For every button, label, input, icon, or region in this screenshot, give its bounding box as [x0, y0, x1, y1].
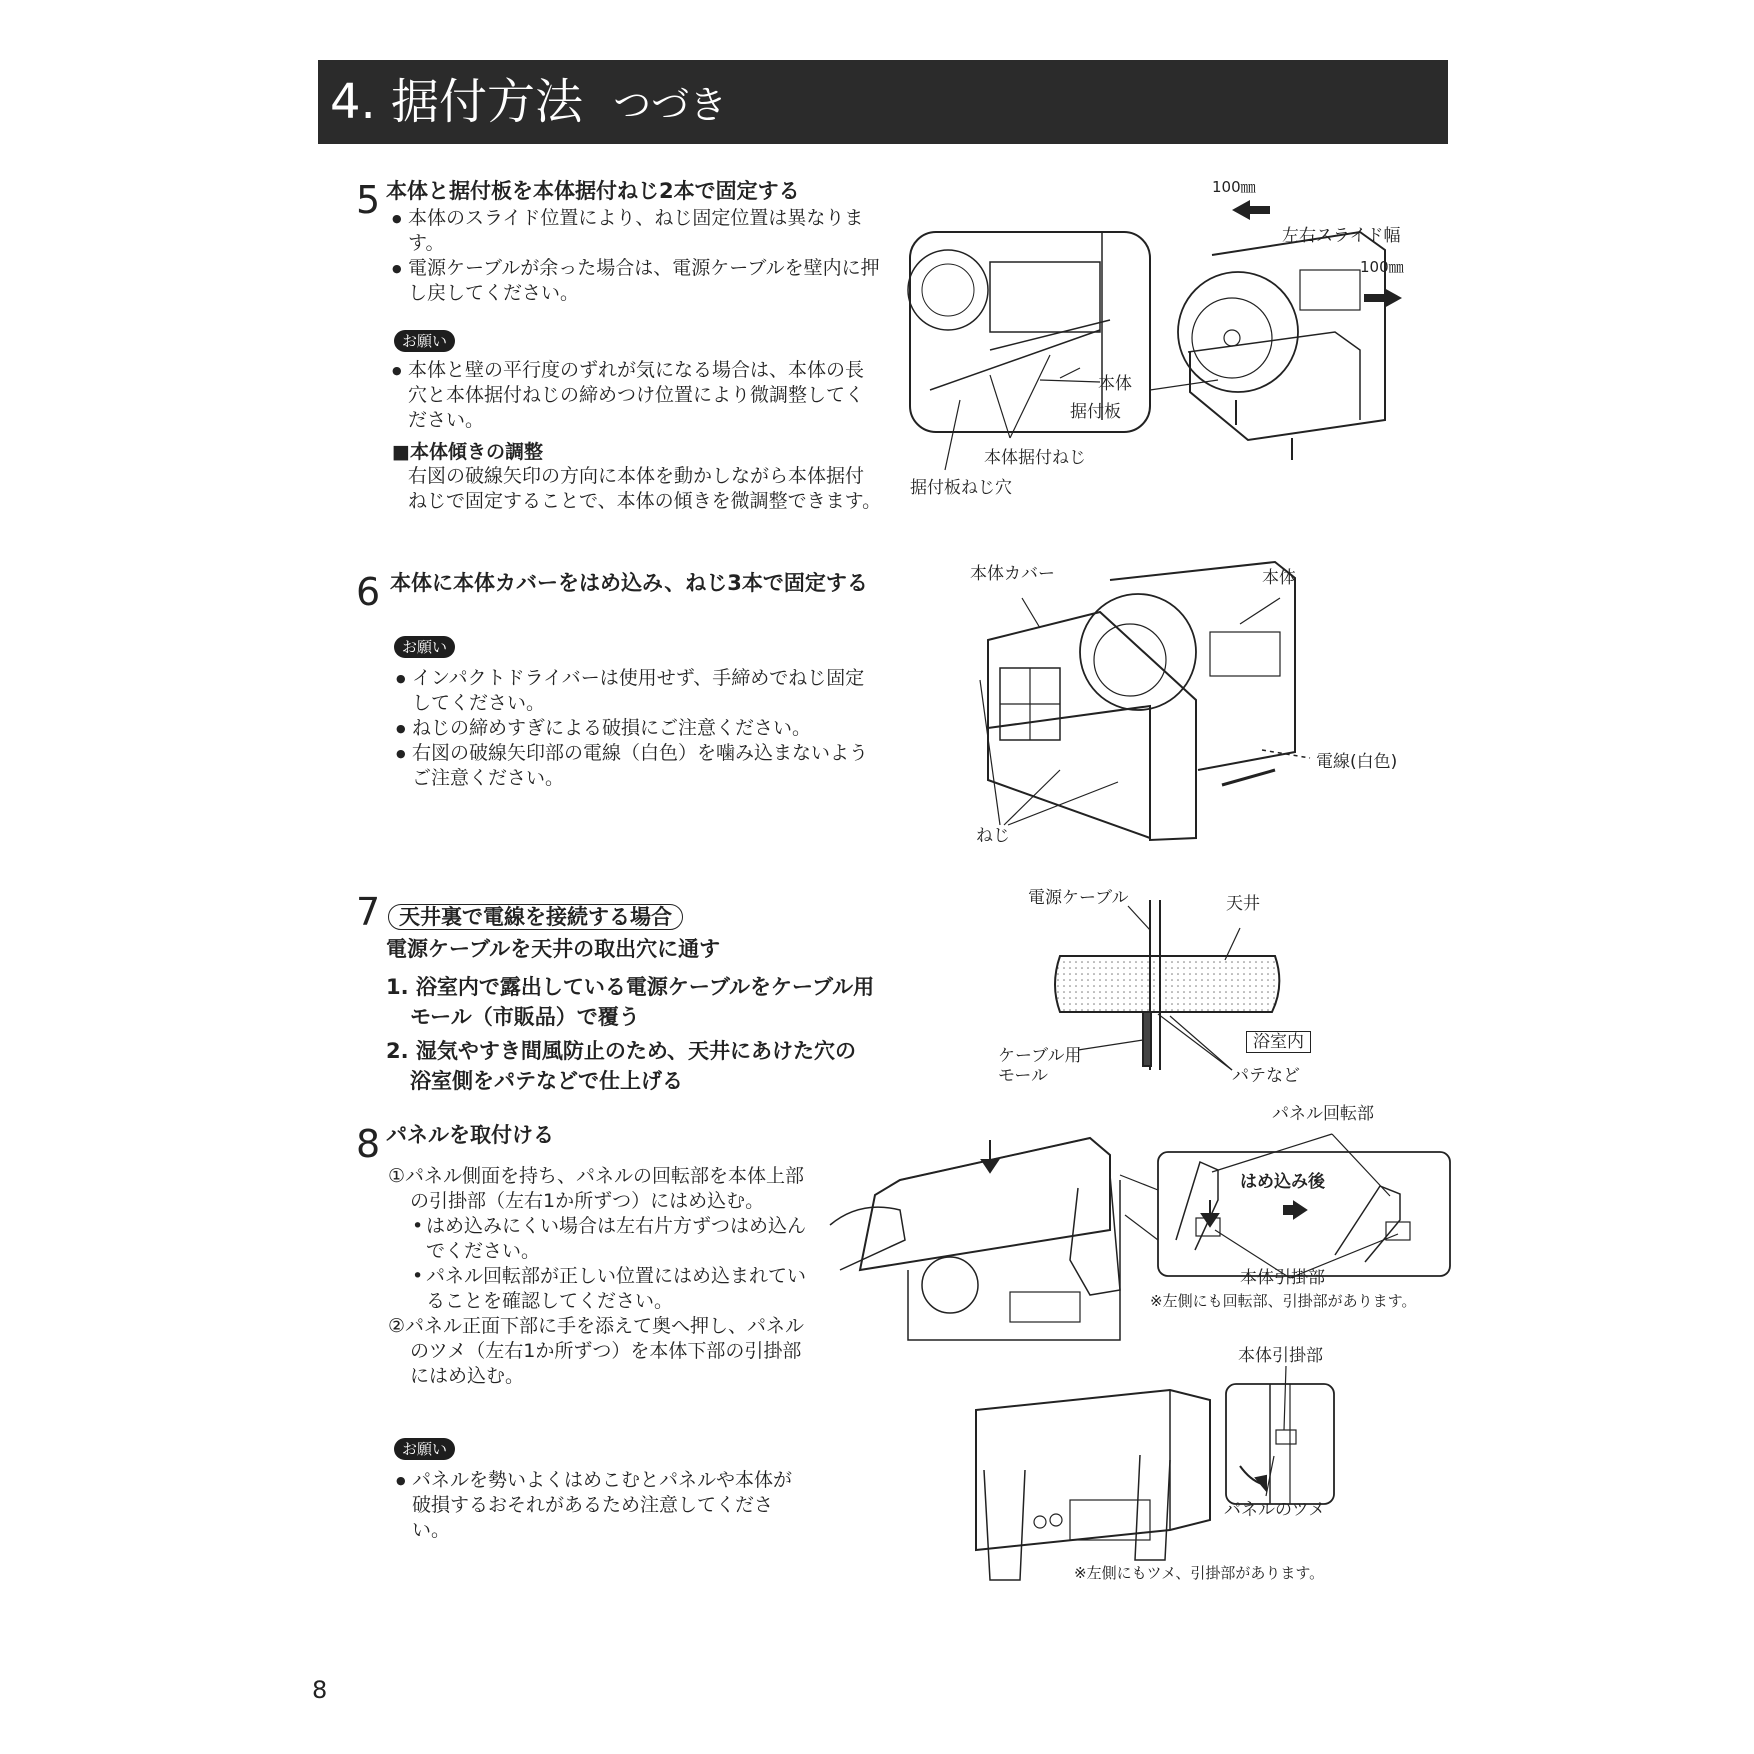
step8-p2: ②パネル正面下部に手を添えて奥へ押し、パネルのツメ（左右1か所ずつ）を本体下部の引掛部にはめ込む。 [388, 1315, 805, 1387]
screw-label: ねじ [976, 826, 1010, 846]
hole-label: 据付板ねじ穴 [910, 478, 1012, 498]
slide-left-label: 100㎜ [1212, 178, 1256, 196]
mold-label-1: ケーブル用 [998, 1046, 1082, 1066]
step6-bullet: ● インパクトドライバーは使用せず、手締めでねじ固定してください。 [396, 666, 882, 716]
wire-label: 電線(白色) [1316, 752, 1398, 772]
step6-bullet: ● 右図の破線矢印部の電線（白色）を噛み込まないようご注意ください。 [396, 741, 882, 791]
step7-title: 電源ケーブルを天井の取出穴に通す [386, 937, 721, 961]
title-subtitle: つづき [613, 83, 728, 127]
onegai-badge: お願い [394, 330, 455, 352]
body-label: 本体 [1262, 568, 1296, 588]
step5-note-text: ● 本体と壁の平行度のずれが気になる場合は、本体の長穴と本体据付ねじの締めつけ位置により微調整してください。 [392, 358, 882, 433]
step5-subtext: 右図の破線矢印の方向に本体を動かしながら本体据付ねじで固定することで、本体の傾きを微調整できます。 [408, 465, 882, 512]
step5-subhead: ■本体傾きの調整 [392, 441, 543, 463]
mold-label-2: モール [998, 1066, 1048, 1086]
slide-width-label: 左右スライド幅 [1282, 226, 1401, 246]
after-label: はめ込み後 [1240, 1172, 1325, 1192]
slide-right-label: 100㎜ [1360, 258, 1404, 276]
step7-number: 7 [356, 890, 381, 934]
step7-item: 2. 湿気やすき間風防止のため、天井にあけた穴の浴室側をパテなどで仕上げる [386, 1039, 857, 1093]
claw-label: パネルのツメ [1224, 1500, 1326, 1520]
step8-sub: • パネル回転部が正しい位置にはめ込まれていることを確認してください。 [410, 1264, 808, 1314]
cover-label: 本体カバー [970, 564, 1055, 584]
screw-label: 本体据付ねじ [984, 448, 1086, 468]
title-text: 4. 据付方法 [330, 74, 584, 130]
body-label: 本体 [1098, 374, 1132, 394]
step5-bullet: ● 本体のスライド位置により、ねじ固定位置は異なります。 [392, 206, 882, 256]
step6-number: 6 [356, 570, 381, 614]
step7-item: 1. 浴室内で露出している電源ケーブルをケーブル用モール（市販品）で覆う [386, 975, 875, 1029]
step8-note-text: ● パネルを勢いよくはめこむとパネルや本体が破損するおそれがあるため注意してください。 [396, 1468, 808, 1543]
step5-number: 5 [356, 178, 381, 222]
note2-label: ※左側にもツメ、引掛部があります。 [1074, 1564, 1325, 1582]
step5-title: 本体と据付板を本体据付ねじ2本で固定する [386, 179, 800, 203]
step7-tag-text: 天井裏で電線を接続する場合 [388, 904, 683, 930]
page-number: 8 [312, 1676, 328, 1704]
plate-label: 据付板 [1070, 402, 1121, 422]
hook2-label: 本体引掛部 [1238, 1346, 1323, 1366]
rotate-label: パネル回転部 [1272, 1104, 1374, 1124]
putty-label: パテなど [1232, 1066, 1300, 1086]
room-label-text: 浴室内 [1246, 1031, 1311, 1053]
note1-label: ※左側にも回転部、引掛部があります。 [1150, 1292, 1417, 1310]
ceiling-label: 天井 [1226, 894, 1260, 914]
step8-sub: • はめ込みにくい場合は左右片方ずつはめ込んでください。 [410, 1214, 808, 1264]
step8-p1: ①パネル側面を持ち、パネルの回転部を本体上部の引掛部（左右1か所ずつ）にはめ込む。 [388, 1165, 805, 1212]
step6-bullet: ● ねじの締めすぎによる破損にご注意ください。 [396, 716, 882, 741]
step6-title: 本体に本体カバーをはめ込み、ねじ3本で固定する [390, 571, 868, 595]
cable-label: 電源ケーブル [1028, 888, 1129, 908]
step5-bullet: ● 電源ケーブルが余った場合は、電源ケーブルを壁内に押し戻してください。 [392, 256, 882, 306]
step8-title: パネルを取付ける [386, 1123, 554, 1147]
hook-label: 本体引掛部 [1240, 1268, 1325, 1288]
step8-number: 8 [356, 1122, 381, 1166]
onegai-badge: お願い [394, 1438, 455, 1460]
onegai-badge: お願い [394, 636, 455, 658]
